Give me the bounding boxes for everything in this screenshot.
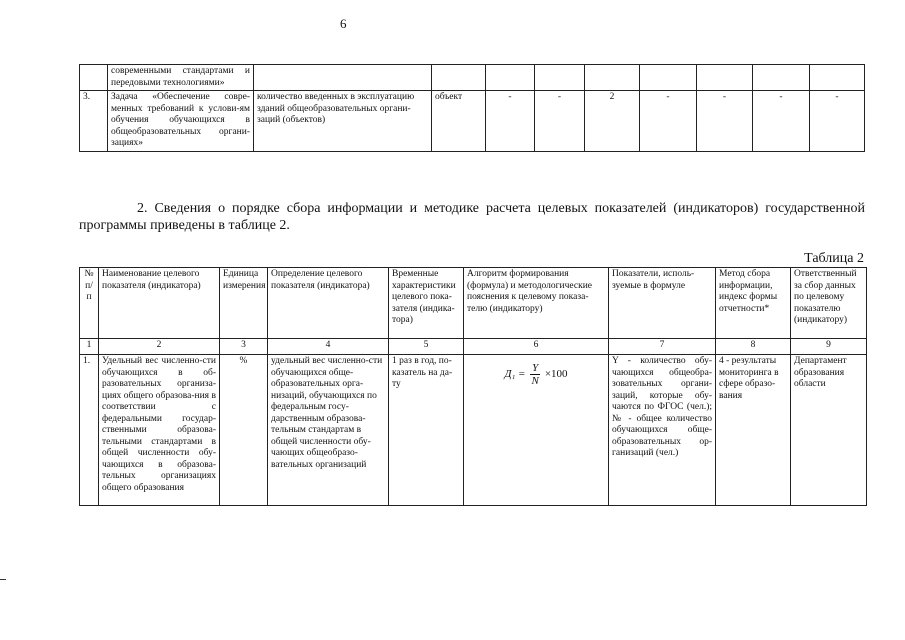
unit-cell: % xyxy=(220,355,268,506)
header-cell: Определение целевого показателя (индикатора) xyxy=(268,268,389,339)
table-cell: 3. xyxy=(80,91,108,152)
table-cell: современными стандартами и передовыми технологиями» xyxy=(108,65,254,91)
method-cell: 4 - результаты мониторинга в сфере образо-вания xyxy=(716,355,791,506)
table-cell: - xyxy=(810,91,865,152)
column-number: 2 xyxy=(99,339,220,355)
table-cell xyxy=(535,65,585,91)
table-cell xyxy=(80,65,108,91)
formula xyxy=(467,362,605,387)
definition-cell: удельный вес численно-сти обучающихся обще-образовательных орга-низаций, обучающихся по федеральным госу-дарственным образова-тельным стандартам в общей численности обу-чающих общеобразо-вательных организаций xyxy=(268,355,389,506)
column-number: 4 xyxy=(268,339,389,355)
table-cell: - xyxy=(640,91,697,152)
formula-lhs: Д₁ = xyxy=(504,367,526,380)
indicator-name: Удельный вес численно-сти обучающихся в об-разовательных организа-циях общего образова-ния в соответствии с федеральными государ-ственными образова-тельными стандартами в общей численности обу-чающихся в образова-тельных организациях общего образования xyxy=(99,355,220,506)
column-number-row xyxy=(80,339,867,355)
column-number: 7 xyxy=(609,339,716,355)
indicators-table xyxy=(79,267,867,506)
time-cell: 1 раз в год, по-казатель на да-ту xyxy=(389,355,464,506)
formula-numerator: Y xyxy=(532,362,539,374)
formula-fraction xyxy=(529,362,540,387)
table-cell xyxy=(486,65,535,91)
header-cell: Показатели, исполь-зуемые в формуле xyxy=(609,268,716,339)
margin-mark xyxy=(0,579,6,580)
header-cell: Ответственный за сбор данных по целевому показателю (индикатору) xyxy=(791,268,867,339)
header-cell: Метод сбора информации, индекс формы отчетности* xyxy=(716,268,791,339)
column-number: 3 xyxy=(220,339,268,355)
table-header-row xyxy=(80,268,867,339)
table-cell xyxy=(753,65,810,91)
formula-cell xyxy=(464,355,609,506)
header-cell: Наименование целевого показателя (индикатора) xyxy=(99,268,220,339)
table-cell xyxy=(640,65,697,91)
column-number: 8 xyxy=(716,339,791,355)
header-cell: Единица измерения xyxy=(220,268,268,339)
table-cell: - xyxy=(753,91,810,152)
table-caption: Таблица 2 xyxy=(804,251,864,266)
formula-denominator: N xyxy=(531,375,539,387)
table-cell: количество введенных в эксплуатацию зданий общеобразовательных органи-заций (объектов) xyxy=(254,91,432,152)
table-cell: 2 xyxy=(585,91,640,152)
table-cell xyxy=(810,65,865,91)
table-cell: - xyxy=(535,91,585,152)
section-paragraph: 2. Сведения о порядке сбора информации и методике расчета целевых показателей (индикаторов) государственной программы приведены в таблице 2. xyxy=(79,201,865,233)
continuation-table xyxy=(79,64,865,152)
table-row xyxy=(80,91,865,152)
column-number: 6 xyxy=(464,339,609,355)
column-number: 5 xyxy=(389,339,464,355)
table-row xyxy=(80,355,867,506)
table-cell: - xyxy=(486,91,535,152)
table-cell xyxy=(254,65,432,91)
column-number: 9 xyxy=(791,339,867,355)
table-cell xyxy=(432,65,486,91)
table-row xyxy=(80,65,865,91)
header-cell: № п/п xyxy=(80,268,99,339)
page-number: 6 xyxy=(340,16,347,31)
table-cell xyxy=(697,65,753,91)
indicators-cell: Y - количество обу-чающихся общеобра-зовательных органи-заций, которые обу-чаются по ФГОС (чел.); № - общее количество обучающихся обще-образовательных ор-ганизаций (чел.) xyxy=(609,355,716,506)
table-cell: - xyxy=(697,91,753,152)
table-cell: Задача «Обеспечение совре-менных требований к услови-ям обучения обучающихся в общеобразовательных органи-зациях» xyxy=(108,91,254,152)
formula-rhs: ×100 xyxy=(544,367,568,380)
table-cell: объект xyxy=(432,91,486,152)
header-cell: Временные характеристики целевого пока-зателя (индика-тора) xyxy=(389,268,464,339)
row-number: 1. xyxy=(80,355,99,506)
responsible-cell: Департамент образования области xyxy=(791,355,867,506)
table-cell xyxy=(585,65,640,91)
column-number: 1 xyxy=(80,339,99,355)
header-cell: Алгоритм формирования (формула) и методологические пояснения к целевому показа-телю (индикатору) xyxy=(464,268,609,339)
